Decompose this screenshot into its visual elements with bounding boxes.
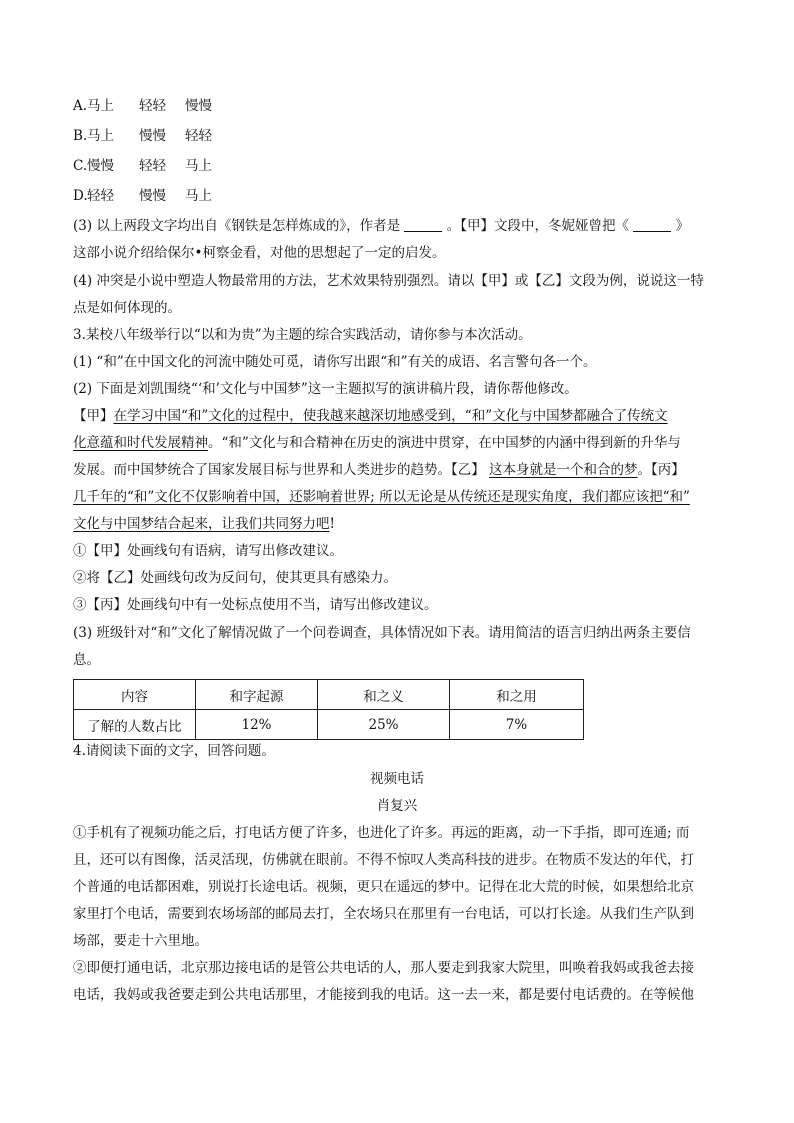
underlined-sentence-yi: 这本身就是一个和合的梦 (489, 462, 638, 478)
table-cell: 7% (450, 710, 584, 740)
article-title: 视频电话 (370, 771, 424, 787)
section-3-title: 3.某校八年级举行以“以和为贵”为主题的综合实践活动，请你参与本次活动。 (73, 327, 532, 343)
table-header-cell: 和字起源 (196, 680, 318, 710)
section-3-part-3-line-1: (3) 班级针对“和”文化了解情况做了一个问卷调查，具体情况如下表。请用简洁的语言归纳出两条主要信 (73, 625, 691, 641)
sub-question-2: ②将【乙】处画线句改为反问句，使其更具有感染力。 (73, 570, 397, 586)
underlined-sentence-jia-cont: 化意蕴和时代发展精神 (73, 435, 208, 451)
section-3-part-2: (2) 下面是刘凯围绕“‘和’文化与中国梦”这一主题拟写的演讲稿片段，请你帮他修改。 (73, 381, 578, 397)
passage-line-2: 化意蕴和时代发展精神。“和”文化与和合精神在历史的演进中贯穿，在中国梦的内涵中得到新的升华与 (73, 435, 681, 451)
question-3-line-1: (3) 以上两段文字均出自《钢铁是怎样炼成的》，作者是 。【甲】文段中，冬妮娅曾把《 》 (73, 218, 690, 234)
article-author: 肖复兴 (376, 798, 418, 814)
survey-table (73, 679, 584, 740)
passage-line-1: 【甲】在学习中国“和”文化的过程中，使我越来越深切地感受到，“和”文化与中国梦都融合了传统文 (73, 408, 668, 424)
underlined-sentence-bing: 几千年的“和”文化不仅影响着中国，还影响着世界; 所以无论是从传统还是现实角度，我们都应该把“和” (73, 489, 690, 505)
question-4-line-1: (4) 冲突是小说中塑造人物最常用的方法，艺术效果特别强烈。请以【甲】或【乙】文段为例，说说这一特 (73, 273, 704, 289)
table-header-cell: 和之义 (318, 680, 450, 710)
table-row (74, 710, 584, 740)
author-blank[interactable] (404, 217, 442, 232)
novel-title-blank[interactable] (633, 217, 671, 232)
question-4-line-2: 点是如何体现的。 (73, 300, 181, 316)
section-4-title: 4.请阅读下面的文字，回答问题。 (73, 743, 275, 759)
passage-line-5: 文化与中国梦结合起来，让我们共同努力吧! (73, 516, 335, 532)
table-header-cell: 和之用 (450, 680, 584, 710)
option-b: B.马上 慢慢 轻轻 (73, 128, 212, 144)
sub-question-3: ③【丙】处画线句中有一处标点使用不当，请写出修改建议。 (73, 597, 438, 613)
sub-question-1: ①【甲】处画线句有语病，请写出修改建议。 (73, 543, 343, 559)
table-header-row (74, 680, 584, 710)
paragraph-2-line-1: ②即便打通电话，北京那边接电话的是管公共电话的人，那人要走到我家大院里，叫唤着我妈或我爸去接 (73, 960, 694, 976)
paragraph-2-line-2: 电话，我妈或我爸要走到公共电话那里，才能接到我的电话。这一去一来，都是要付电话费的。在等候他 (73, 987, 694, 1003)
table-row-label: 了解的人数占比 (74, 710, 196, 740)
section-3-part-3-line-2: 息。 (73, 652, 100, 668)
section-3-part-1: (1) “和”在中国文化的河流中随处可觅，请你写出跟“和”有关的成语、名言警句各一个。 (73, 354, 597, 370)
paragraph-1-line-1: ①手机有了视频功能之后，打电话方便了许多，也进化了许多。再远的距离，动一下手指，即可连通; 而 (73, 825, 690, 841)
underlined-sentence-bing-cont: 文化与中国梦结合起来，让我们共同努力吧 (73, 516, 330, 532)
option-d: D.轻轻 慢慢 马上 (73, 188, 212, 204)
table-cell: 12% (196, 710, 318, 740)
table-cell: 25% (318, 710, 450, 740)
paragraph-1-line-5: 场部，要走十六里地。 (73, 933, 208, 949)
paragraph-1-line-3: 个普通的电话都困难，别说打长途电话。视频，更只在遥远的梦中。记得在北大荒的时候，如果想给北京 (73, 879, 694, 895)
question-3-line-2: 这部小说介绍给保尔•柯察金看，对他的思想起了一定的启发。 (73, 245, 446, 261)
option-c: C.慢慢 轻轻 马上 (73, 158, 212, 174)
underlined-sentence-jia: 在学习中国“和”文化的过程中，使我越来越深切地感受到，“和”文化与中国梦都融合了传统文 (113, 408, 668, 424)
paragraph-1-line-4: 家里打个电话，需要到农场场部的邮局去打，全农场只在那里有一台电话，可以打长途。从我们生产队到 (73, 906, 694, 922)
option-a: A.马上 轻轻 慢慢 (73, 98, 212, 114)
paragraph-1-line-2: 且，还可以有图像，活灵活现，仿佛就在眼前。不得不惊叹人类高科技的进步。在物质不发达的年代，打 (73, 852, 694, 868)
table-header-cell: 内容 (74, 680, 196, 710)
passage-line-4 (73, 487, 690, 507)
passage-line-3: 发展。而中国梦统合了国家发展目标与世界和人类进步的趋势。【乙】 这本身就是一个和合的梦。【丙】 (73, 462, 685, 478)
